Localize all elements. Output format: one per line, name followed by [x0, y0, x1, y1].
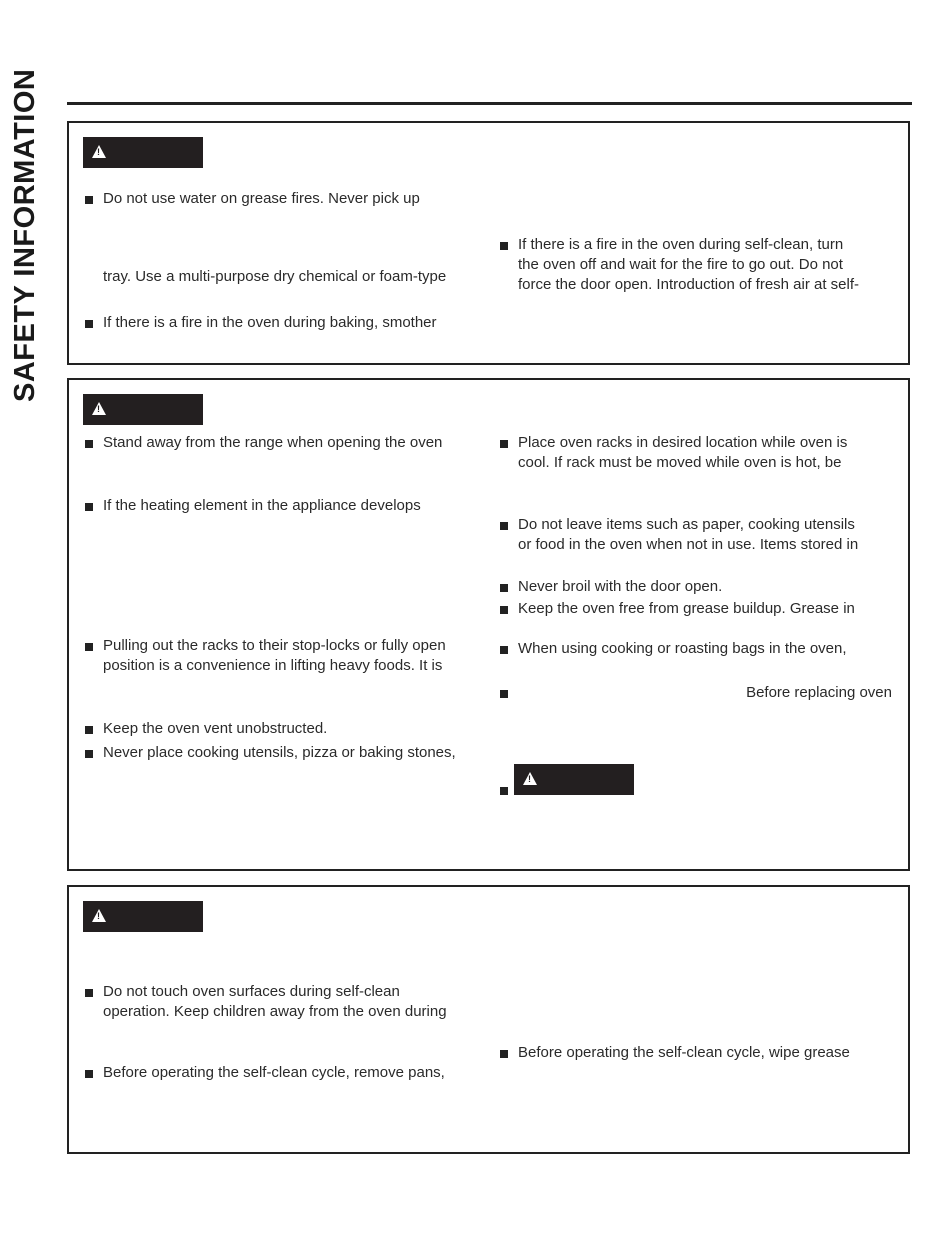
list-item: Do not use water on grease fires. Never pick up [103, 189, 420, 209]
list-item: Place oven racks in desired location while oven is cool. If rack must be moved while oven is hot, be [518, 433, 847, 473]
bullet-icon [500, 242, 508, 250]
list-item: Keep the oven free from grease buildup. Grease in [518, 599, 855, 619]
list-item: Before operating the self-clean cycle, remove pans, [103, 1063, 445, 1083]
list-item: Keep the oven vent unobstructed. [103, 719, 327, 739]
warning-label-1 [83, 137, 203, 168]
bullet-icon [500, 646, 508, 654]
list-item: When using cooking or roasting bags in the oven, [518, 639, 847, 659]
list-item: If there is a fire in the oven during baking, smother [103, 313, 437, 333]
list-item: If the heating element in the appliance develops [103, 496, 421, 516]
bullet-icon [500, 440, 508, 448]
bullet-icon [500, 522, 508, 530]
bullet-icon [85, 726, 93, 734]
list-item: Do not touch oven surfaces during self-clean operation. Keep children away from the oven during [103, 982, 447, 1022]
warning-triangle-icon [92, 145, 106, 158]
bullet-icon [500, 1050, 508, 1058]
text-line: tray. Use a multi-purpose dry chemical or foam-type [103, 268, 447, 285]
warning-label-inline [514, 764, 634, 795]
warning-triangle-icon [92, 402, 106, 415]
bullet-icon [85, 440, 93, 448]
list-item: Before operating the self-clean cycle, wipe grease [518, 1043, 850, 1063]
list-item: Before replacing oven [518, 683, 892, 703]
top-rule [67, 102, 912, 105]
warning-label-2 [83, 394, 203, 425]
bullet-icon [85, 503, 93, 511]
warning-triangle-icon [523, 772, 537, 785]
bullet-icon [85, 1070, 93, 1078]
warning-label-3 [83, 901, 203, 932]
list-item: Never place cooking utensils, pizza or baking stones, [103, 743, 456, 763]
side-title-text: SAFETY INFORMATION [9, 68, 41, 402]
list-item: Pulling out the racks to their stop-locks or fully open position is a convenience in lifting heavy foods. It is [103, 636, 446, 676]
bullet-icon [85, 750, 93, 758]
list-item: Never broil with the door open. [518, 577, 722, 597]
bullet-icon [85, 643, 93, 651]
bullet-icon [85, 320, 93, 328]
bullet-icon [85, 989, 93, 997]
bullet-icon [500, 787, 508, 795]
bullet-icon [500, 606, 508, 614]
list-item: Do not leave items such as paper, cooking utensils or food in the oven when not in use. Items stored in [518, 515, 858, 555]
list-item: Stand away from the range when opening the oven [103, 433, 442, 453]
bullet-icon [500, 690, 508, 698]
list-item: If there is a fire in the oven during self-clean, turn the oven off and wait for the fire to go out. Do not force the door open. Introduction of fresh air at self- [518, 235, 859, 295]
bullet-icon [500, 584, 508, 592]
bullet-icon [85, 196, 93, 204]
warning-triangle-icon [92, 909, 106, 922]
